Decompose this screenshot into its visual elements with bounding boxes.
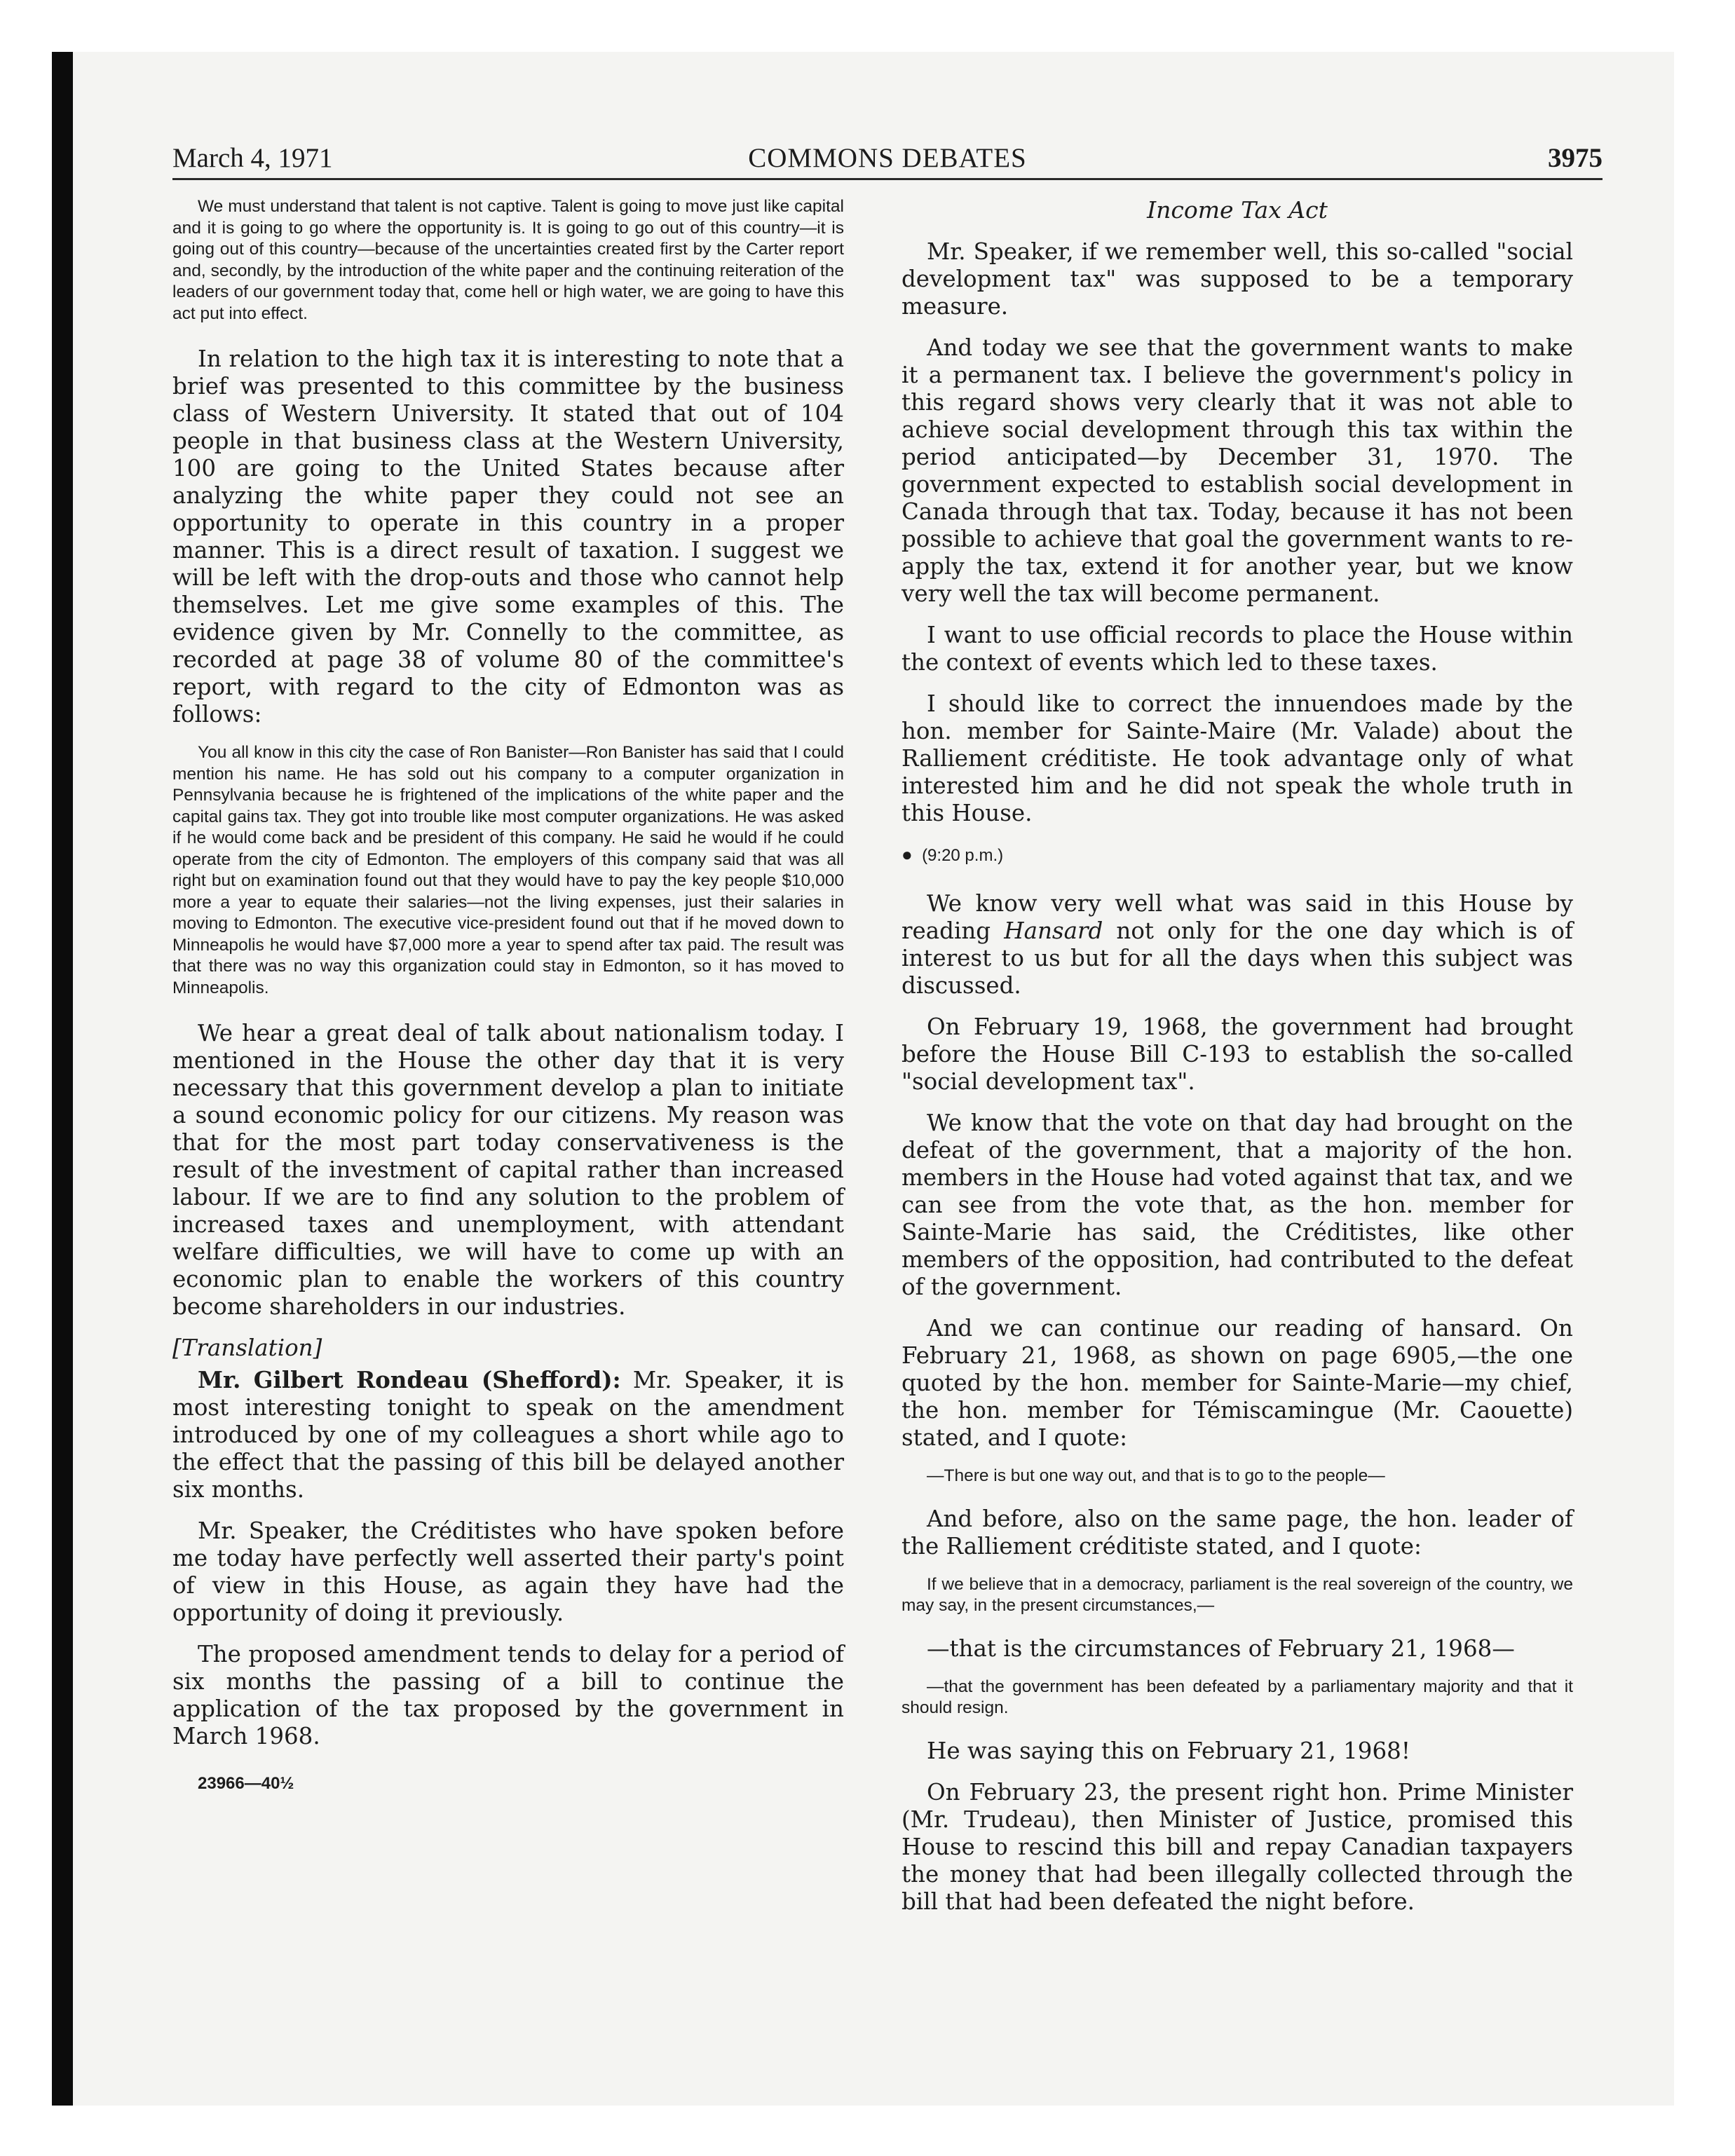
header-page-number: 3975 [1548,143,1603,173]
paragraph-circumstances: —that is the circumstances of February 21, 1968— [927,1635,1515,1662]
section-heading: Income Tax Act [1147,196,1328,224]
quote-ron-banister: You all know in this city the case of Ron Banister—Ron Banister has said that I could mention his name. He has sold out his company to a computer organization in Pennsylvania because he is frightened of the implications of the white paper and the capital gains tax. They got into trouble like most computer organizations. He was asked if he would come back and be president of this company. He said he would if he could operate from the city of Edmonton. The employers of this company said that was all right but on examination found out that they would have to pay the key people $10,000 more a year to equate their salaries—not the living expenses, just their salaries in moving to Edmonton. The executive vice-president found out that if he moved down to Minneapolis he would have $7,000 more a year to spend after tax paid. The result was that there was no way this organization could stay in Edmonton, so it has moved to Minneapolis. [172,743,844,997]
quote-democracy: If we believe that in a democracy, parliament is the real sovereign of the country, we may say, in the present circumstances,— [901,1574,1573,1615]
timestamp [901,841,1573,869]
paragraph-creditistes: Mr. Speaker, the Créditistes who have spoken before me today have perfectly well asserted their party's point of view in this House, as again they have had the opportunity of doing it previously. [172,1517,844,1626]
quote-talent: We must understand that talent is not captive. Talent is going to move just like capital and it is going to go where the opportunity is. It is going to go out of this country—it is going out of this country—because of the uncertainties created first by the Carter report and, secondly, by the introduction of the white paper and the continuing reiteration of the leaders of our government today that, come hell or high water, we are going to have this act put into effect. [172,197,844,323]
paragraph-rondeau-text: Mr. Speaker, it is most interesting tonight to speak on the amendment introduced by one of my colleagues a short while ago to the effect that the passing of this bill be delayed another six months. [172,1367,845,1503]
paragraph-amendment: The proposed amendment tends to delay for a period of six months the passing of a bill to continue the application of the tax proposed by the government in March 1968. [172,1641,844,1749]
paragraph-rondeau-intro [172,1366,844,1503]
quote-resign: —that the government has been defeated by a parliamentary majority and that it should resign. [901,1677,1573,1717]
paragraph-western-university: In relation to the high tax it is interesting to note that a brief was presented to this committee by the business class of Western University. It stated that out of 104 people in that business class at the Western University, 100 are going to the United States because after analyzing the white paper they could not see an opportunity to operate in this country in a proper manner. This is a direct result of taxation. I suggest we will be left with the drop-outs and those who cannot help themselves. Let me give some examples of this. The evidence given by Mr. Connelly to the committee, as recorded at page 38 of volume 80 of the committee's report, with regard to the city of Edmonton was as follows: [172,346,844,728]
paragraph-feb-21: And we can continue our reading of hansard. On February 21, 1968, as shown on page 6905,—the one quoted by the hon. member for Sainte-Marie—my chief, the hon. member for Témiscamingue (Mr. Caouette) stated, and I quote: [901,1315,1573,1451]
timestamp-text: (9:20 p.m.) [922,846,1004,865]
paragraph-feb-19: On February 19, 1968, the government had brought before the House Bill C-193 to establish the so-called "social development tax". [901,1014,1573,1095]
paragraph-hansard-b: not only for the one day which is of interest to us but for all the days when this subject was discussed. [901,917,1573,999]
paragraph-leader-quote: And before, also on the same page, the hon. leader of the Ralliement créditiste stated, and I quote: [901,1505,1573,1560]
paragraph-feb-23: On February 23, the present right hon. Prime Minister (Mr. Trudeau), then Minister of Justice, promised this House to rescind this bill and repay Canadian taxpayers the money that had been illegally collected through the bill that had been defeated the night before. [901,1778,1573,1915]
paragraph-saying-this: He was saying this on February 21, 1968! [927,1737,1410,1764]
binding-edge [52,52,73,2106]
paragraph-temporary-measure: Mr. Speaker, if we remember well, this so-called "social development tax" was supposed to be a temporary measure. [901,238,1573,320]
paragraph-permanent-tax: And today we see that the government wants to make it a permanent tax. I believe the government's policy in this regard shows very clearly that it was not able to achieve social development through this tax within the period anticipated—by December 31, 1970. The government expected to establish social development in Canada through that tax. Today, because it has not been possible to achieve that goal the government wants to re-apply the tax, extend it for another year, but we know very well the tax will become permanent. [901,334,1573,607]
page-header [172,135,1603,180]
paragraph-hansard-a: We know very well what was said in this House by reading [901,890,1573,944]
right-column [901,196,1573,1930]
paragraph-nationalism: We hear a great deal of talk about nationalism today. I mentioned in the House the other day that it is very necessary that this government develop a plan to initiate a sound economic policy for our citizens. My reason was that for the most part today conservativeness is the result of the investment of capital rather than increased labour. If we are to find any solution to the problem of increased taxes and unemployment, with attendant welfare difficulties, we will have to come up with an economic plan to enable the workers of this country become shareholders in our industries. [172,1020,844,1320]
translation-label: [Translation] [172,1335,322,1361]
paragraph-vote-defeat: We know that the vote on that day had brought on the defeat of the government, that a majority of the hon. members in the House had voted against that tax, and we can see from the vote that, as the hon. member for Sainte-Marie has said, the Créditistes, like other members of the opposition, had contributed to the defeat of the government. [901,1110,1573,1300]
paragraph-hansard [901,890,1573,999]
hansard-italic: Hansard [1004,917,1103,944]
paragraph-innuendoes: I should like to correct the innuendoes made by the hon. member for Sainte-Maire (Mr. Valade) about the Ralliement créditiste. He took advantage only of what interested him and he did not speak the whole truth in this House. [901,690,1573,826]
speaker-name: Mr. Gilbert Rondeau (Shefford): [198,1366,621,1393]
left-column [172,196,844,1797]
bullet-icon: ● [901,844,913,865]
header-title: COMMONS DEBATES [748,143,1027,173]
header-date: March 4, 1971 [172,143,333,173]
footnote-code: 23966—40½ [198,1774,294,1793]
paragraph-official-records: I want to use official records to place the House within the context of events which led to these taxes. [901,622,1573,676]
quote-go-to-people: —There is but one way out, and that is to go to the people— [927,1466,1385,1485]
